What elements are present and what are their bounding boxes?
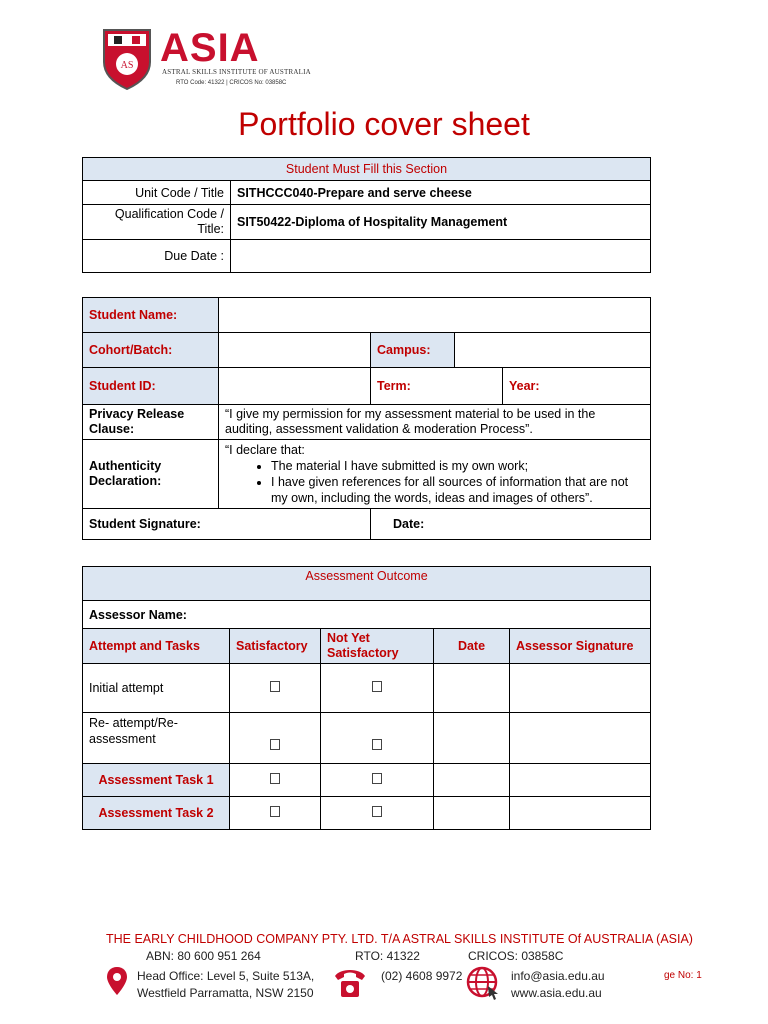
table-cell[interactable] (434, 713, 510, 764)
assessor-name-label[interactable]: Assessor Name: (83, 601, 651, 629)
unit-value[interactable]: SITHCCC040-Prepare and serve cheese (231, 181, 651, 205)
authenticity-point: • I have given references for all sources of information that are not my own, including the words, ideas and images of others”. (271, 474, 644, 506)
term-label[interactable]: Term: (371, 368, 503, 405)
page-number: ge No: 1 (664, 970, 702, 981)
table-cell[interactable] (321, 713, 434, 764)
column-assessor-signature: Assessor Signature (510, 629, 651, 664)
globe-icon (466, 966, 500, 1005)
campus-label: Campus: (371, 333, 455, 368)
authenticity-point: • The material I have submitted is my own work; (271, 458, 644, 474)
logo-codes: RTO Code: 41322 | CRICOS No: 03858C (176, 80, 287, 86)
footer-email[interactable]: info@asia.edu.au (511, 969, 605, 983)
checkbox[interactable] (270, 739, 280, 750)
column-satisfactory: Satisfactory (230, 629, 321, 664)
column-attempt: Attempt and Tasks (83, 629, 230, 664)
year-label[interactable]: Year: (503, 368, 651, 405)
assessment-outcome-table (82, 566, 651, 830)
table-cell[interactable] (230, 764, 321, 797)
qualification-label: Qualification Code / Title: (83, 205, 231, 240)
authenticity-list (225, 458, 644, 506)
student-name-field[interactable] (219, 298, 651, 333)
row-assessment-task-1: Assessment Task 1 (83, 764, 230, 797)
student-name-label: Student Name: (83, 298, 219, 333)
table-cell[interactable] (434, 797, 510, 830)
row-reattempt: Re- attempt/Re-assessment (83, 713, 230, 764)
checkbox[interactable] (372, 806, 382, 817)
footer-address-1: Head Office: Level 5, Suite 513A, (137, 969, 315, 983)
table-cell[interactable] (230, 797, 321, 830)
location-pin-icon (106, 966, 128, 1001)
phone-icon (332, 966, 368, 1005)
student-id-field[interactable] (219, 368, 371, 405)
table-cell[interactable] (321, 764, 434, 797)
checkbox[interactable] (372, 739, 382, 750)
table-cell[interactable] (321, 797, 434, 830)
section-header: Student Must Fill this Section (83, 158, 651, 181)
checkbox[interactable] (270, 681, 280, 692)
table-cell[interactable] (434, 664, 510, 713)
column-date: Date (434, 629, 510, 664)
student-id-label: Student ID: (83, 368, 219, 405)
footer-phone: (02) 4608 9972 (381, 969, 463, 983)
logo (102, 28, 152, 90)
checkbox[interactable] (270, 773, 280, 784)
logo-subtitle: ASTRAL SKILLS INSTITUTE OF AUSTRALIA (162, 68, 311, 76)
privacy-label: Privacy Release Clause: (83, 405, 219, 440)
table-cell[interactable] (434, 764, 510, 797)
footer-rto: RTO: 41322 (355, 949, 420, 963)
cohort-field[interactable] (219, 333, 371, 368)
campus-field[interactable] (455, 333, 651, 368)
column-not-yet-satisfactory: Not Yet Satisfactory (321, 629, 434, 664)
assessment-header: Assessment Outcome (83, 567, 651, 601)
table-cell[interactable] (510, 797, 651, 830)
student-signature-label[interactable]: Student Signature: (83, 509, 371, 540)
table-cell[interactable] (510, 664, 651, 713)
date-label[interactable]: Date: (371, 509, 651, 540)
table-cell[interactable] (510, 713, 651, 764)
footer-website[interactable]: www.asia.edu.au (511, 986, 602, 1000)
table-cell[interactable] (321, 664, 434, 713)
checkbox[interactable] (372, 681, 382, 692)
privacy-text: “I give my permission for my assessment material to be used in the auditing, assessment validation & moderation Process”. (219, 405, 651, 440)
due-date-label: Due Date : (83, 240, 231, 273)
footer-abn: ABN: 80 600 951 264 (146, 949, 261, 963)
unit-label: Unit Code / Title (83, 181, 231, 205)
row-initial-attempt: Initial attempt (83, 664, 230, 713)
page-title: Portfolio cover sheet (238, 106, 530, 142)
authenticity-intro: “I declare that: (225, 443, 305, 457)
qualification-value[interactable]: SIT50422-Diploma of Hospitality Management (231, 205, 651, 240)
row-assessment-task-2: Assessment Task 2 (83, 797, 230, 830)
authenticity-declaration (219, 440, 651, 509)
svg-text:AS: AS (120, 60, 134, 71)
table-cell[interactable] (230, 713, 321, 764)
logo-brand: ASIA (160, 26, 260, 70)
table-cell[interactable] (230, 664, 321, 713)
footer-company: THE EARLY CHILDHOOD COMPANY PTY. LTD. T/A ASTRAL SKILLS INSTITUTE Of AUSTRALIA (ASIA) (106, 932, 693, 946)
checkbox[interactable] (372, 773, 382, 784)
cohort-label: Cohort/Batch: (83, 333, 219, 368)
authenticity-label: Authenticity Declaration: (83, 440, 219, 509)
due-date-field[interactable] (231, 240, 651, 273)
student-section-table (82, 157, 651, 273)
checkbox[interactable] (270, 806, 280, 817)
shield-icon (102, 28, 152, 90)
footer-address-2: Westfield Parramatta, NSW 2150 (137, 986, 314, 1000)
table-cell[interactable] (510, 764, 651, 797)
footer-cricos: CRICOS: 03858C (468, 949, 564, 963)
student-details-table (82, 297, 651, 540)
